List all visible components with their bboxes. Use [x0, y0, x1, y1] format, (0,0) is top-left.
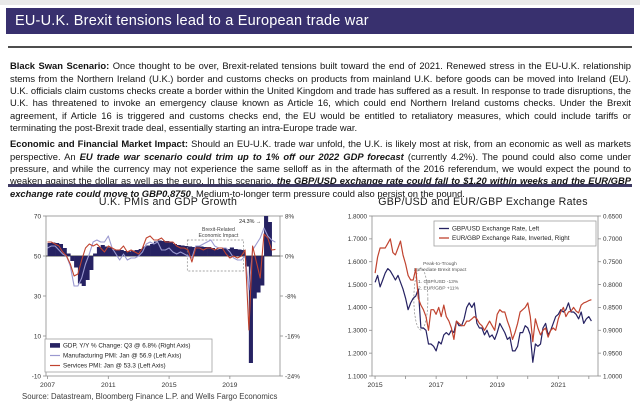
paragraph-impact — [10, 138, 631, 199]
svg-text:Services PMI: Jan @ 53.3 (Left: Services PMI: Jan @ 53.3 (Left Axis) — [63, 362, 166, 370]
black-swan-label: Black Swan Scenario: — [10, 60, 110, 72]
svg-text:1.7000: 1.7000 — [347, 236, 367, 244]
chart-left-canvas — [14, 210, 322, 390]
impact-segment: (currently 4.2%). The pound could also come under pressure, and while the currency may not experience the same selloff as in the aftermath of the 2016 referendum, we would expect the pound to weaken against the dollar as well as the euro. In this scenario, — [10, 150, 631, 187]
svg-text:2019: 2019 — [222, 382, 238, 389]
chart-right-title: GBP/USD and EUR/GBP Exchange Rates — [378, 196, 588, 208]
impact-label: Economic and Financial Market Impact: — [10, 138, 188, 150]
svg-text:0.9500: 0.9500 — [603, 350, 623, 358]
brexit-impact-callout — [414, 261, 467, 330]
svg-text:70: 70 — [33, 213, 41, 221]
svg-text:2. EUR/GBP +11%: 2. EUR/GBP +11% — [418, 286, 460, 292]
svg-text:1.8000: 1.8000 — [347, 213, 367, 221]
svg-text:1.1000: 1.1000 — [347, 373, 367, 381]
bottom-divider — [8, 184, 632, 187]
svg-text:10: 10 — [33, 333, 41, 341]
svg-text:Economic Impact: Economic Impact — [198, 233, 239, 239]
svg-text:2007: 2007 — [39, 382, 56, 389]
impact-segment: . Medium-to-longer term pressure could also persist on the pound. — [190, 187, 465, 199]
paragraph-black-swan — [10, 60, 631, 134]
impact-segment: the GBP/USD exchange rate could fall to $1.20 within weeks and the EUR/GBP exchange rate could move to GBP0.8750 — [10, 175, 631, 199]
svg-text:-8%: -8% — [285, 293, 297, 301]
impact-segment: EU trade war scenario could trim up to 1% off our 2022 GDP forecast — [79, 150, 404, 162]
svg-text:0.6500: 0.6500 — [603, 213, 623, 221]
svg-text:Brexit-Related: Brexit-Related — [201, 227, 235, 233]
svg-text:GBP/USD Exchange Rate, Left: GBP/USD Exchange Rate, Left — [452, 225, 540, 233]
svg-text:-10: -10 — [31, 373, 41, 381]
chart-right-canvas — [330, 210, 636, 390]
svg-text:8%: 8% — [285, 213, 295, 221]
source-note: Source: Datastream, Bloomberg Finance L.P. and Wells Fargo Economics — [22, 392, 278, 401]
svg-text:0.7000: 0.7000 — [603, 236, 623, 244]
svg-text:EUR/GBP Exchange Rate, Inverte: EUR/GBP Exchange Rate, Inverted, Right — [452, 235, 570, 242]
svg-text:2015: 2015 — [367, 382, 383, 389]
page-title: EU-U.K. Brexit tensions lead to a European trade war — [15, 13, 369, 29]
svg-text:1.5000: 1.5000 — [347, 281, 367, 289]
svg-text:1. GBP/USD -13%: 1. GBP/USD -13% — [418, 280, 459, 285]
svg-text:0.9000: 0.9000 — [603, 327, 623, 335]
svg-text:1.6000: 1.6000 — [347, 259, 367, 267]
svg-text:30: 30 — [33, 293, 41, 301]
svg-text:1.2000: 1.2000 — [347, 350, 367, 358]
black-swan-text: Once thought to be over, Brexit-related tensions built toward the end of 2021. Renewed stress in the EU-U.K. relationship stems from the Northern Ireland (U.K.) border and customs checks on products from mainland U.K. before goods can be moved into Ireland (EU). U.K. officials claim customs checks create a border within the United Kingdom and trade has suffered as a result. In response to trade disruptions, the U.K. has threatened to invoke an emergency clause known as Article 16, which could end Northern Ireland customs checks. Under the Brexit agreement, if Article 16 is triggered and customs checks end, the EU would be entitled to retaliatory measures, which could include tariffs or terminating the post-Brexit trade deal, essentially starting an intra-Europe trade war. — [10, 60, 631, 133]
svg-text:GDP, Y/Y % Change: Q3 @ 6.8% (: GDP, Y/Y % Change: Q3 @ 6.8% (Right Axis) — [63, 342, 191, 350]
svg-text:-24%: -24% — [285, 373, 300, 381]
svg-text:-16%: -16% — [285, 333, 300, 341]
svg-text:Manufacturing PMI: Jan @ 56.9: Manufacturing PMI: Jan @ 56.9 (Left Axis) — [63, 352, 182, 360]
svg-text:0%: 0% — [285, 253, 295, 261]
svg-text:Peak-to-Trough: Peak-to-Trough — [423, 262, 457, 267]
svg-text:1.4000: 1.4000 — [347, 304, 367, 312]
eurgbp-line — [375, 239, 591, 342]
svg-text:2015: 2015 — [161, 382, 177, 389]
chart-fx-rates — [330, 196, 636, 390]
svg-text:2017: 2017 — [428, 382, 444, 389]
svg-text:1.3000: 1.3000 — [347, 327, 367, 335]
impact-segment: Should an EU-U.K. trade war unfold, the U.K. is likely most at risk, from an economic as well as markets perspective. An — [10, 138, 631, 162]
chart-left-legend — [45, 339, 212, 372]
svg-text:Immediate Brexit Impact: Immediate Brexit Impact — [413, 268, 467, 273]
top-divider — [8, 46, 632, 48]
chart-left-title: U.K. PMIs and GDP Growth — [98, 196, 238, 208]
chart-uk-pmi-gdp — [14, 196, 322, 390]
title-bar — [6, 8, 634, 34]
svg-text:2021: 2021 — [550, 382, 566, 389]
chart-right-legend — [434, 221, 596, 246]
clipped-bar-label: 24.3% → — [239, 219, 262, 225]
svg-text:50: 50 — [33, 253, 41, 261]
svg-text:2011: 2011 — [100, 382, 116, 389]
svg-text:2019: 2019 — [489, 382, 505, 389]
svg-text:0.7500: 0.7500 — [603, 259, 623, 267]
svg-text:0.8000: 0.8000 — [603, 281, 623, 289]
svg-text:0.8500: 0.8500 — [603, 304, 623, 312]
svg-text:1.0000: 1.0000 — [603, 373, 623, 381]
top-margin-strip — [0, 0, 640, 5]
